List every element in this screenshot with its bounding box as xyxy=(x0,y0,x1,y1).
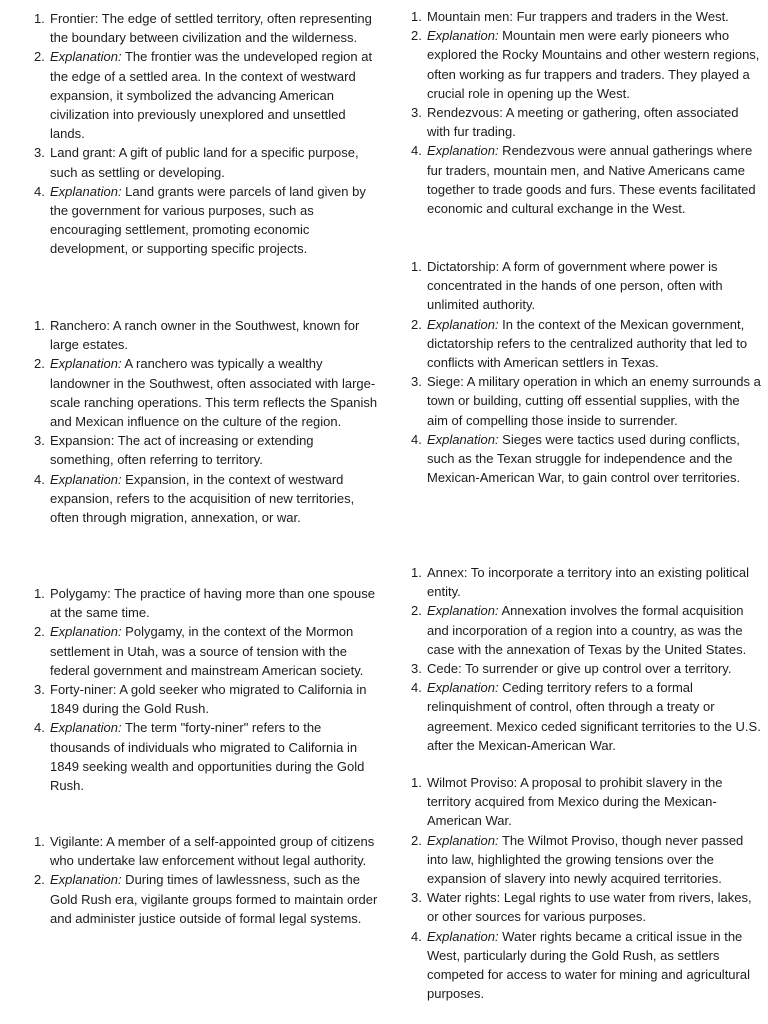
list-item: 2. Explanation: The Wilmot Proviso, though never passed into law, highlighted the growing tensions over the expansion of slavery into newly acquired territories. xyxy=(411,832,744,887)
list-item: 4. Explanation: Water rights became a critical issue in the West, particularly during the Gold Rush, as settlers competed for access to water for mining and agricultural purposes. xyxy=(411,928,750,1002)
list-item: 1. Ranchero: A ranch owner in the Southwest, known for large estates. xyxy=(34,318,360,353)
list-item: 4. Explanation: Rendezvous were annual gatherings where fur traders, mountain men, and Native Americans came together to trade goods and furs. These events facilitated economic and cultural exchange in the West. xyxy=(411,143,756,217)
list-block xyxy=(384,773,768,1003)
list-item: 3. Cede: To surrender or give up control over a territory. xyxy=(411,661,732,677)
list-item: 4. Explanation: The term "forty-niner" refers to the thousands of individuals who migrated to California in 1849 seeking wealth and opportunities during the Gold Rush. xyxy=(34,720,365,794)
list-item: 4. Explanation: Expansion, in the context of westward expansion, refers to the acquisition of new territories, often through migration, annexation, or war. xyxy=(34,471,355,526)
list-item: 4. Explanation: Sieges were tactics used during conflicts, such as the Texan struggle for independence and the Mexican-American War, to gain control over territories. xyxy=(411,431,741,486)
list-item: 3. Land grant: A gift of public land for a specific purpose, such as settling or developing. xyxy=(34,145,359,180)
list-item: 3. Rendezvous: A meeting or gathering, often associated with fur trading. xyxy=(411,105,739,140)
list-block xyxy=(384,7,768,218)
list-item: 4. Explanation: Land grants were parcels of land given by the government for various purposes, such as encouraging settlement, promoting economic development, or supporting specific projects. xyxy=(34,183,366,257)
list-block xyxy=(0,832,384,928)
list-item: 2. Explanation: Mountain men were early pioneers who explored the Rocky Mountains and other western regions, often working as fur trappers and traders. They played a crucial role in opening up the West. xyxy=(411,28,760,101)
list-block xyxy=(0,9,384,259)
list-block xyxy=(0,316,384,527)
list-item: 3. Forty-niner: A gold seeker who migrated to California in 1849 during the Gold Rush. xyxy=(34,682,367,717)
list-item: 1. Vigilante: A member of a self-appointed group of citizens who undertake law enforcement without legal authority. xyxy=(34,834,375,869)
list-item: 1. Annex: To incorporate a territory into an existing political entity. xyxy=(411,565,750,600)
list-item: 3. Siege: A military operation in which an enemy surrounds a town or building, cutting off essential supplies, with the aim of compelling those inside to surrender. xyxy=(411,374,761,428)
list-item: 3. Water rights: Legal rights to use water from rivers, lakes, or other sources for various purposes. xyxy=(411,890,752,925)
list-block xyxy=(0,584,384,795)
list-block xyxy=(384,257,768,487)
list-item: 1. Dictatorship: A form of government where power is concentrated in the hands of one person, often with unlimited authority. xyxy=(411,259,723,313)
list-item: 1. Wilmot Proviso: A proposal to prohibit slavery in the territory acquired from Mexico during the Mexican-American War. xyxy=(411,775,723,829)
list-item: 2. Explanation: In the context of the Mexican government, dictatorship refers to the centralized authority that led to conflicts with American settlers in Texas. xyxy=(411,316,748,371)
list-item: 2. Explanation: The frontier was the undeveloped region at the edge of a settled area. In the context of westward expansion, it symbolized the advancing American civilization into previously unexplored and unsettled lands. xyxy=(34,49,373,142)
list-item: 4. Explanation: Ceding territory refers to a formal relinquishment of control, often through a treaty or agreement. Mexico ceded significant territories to the U.S. after the Mexican-American War. xyxy=(411,680,761,753)
list-item: 2. Explanation: During times of lawlessness, such as the Gold Rush era, vigilante groups formed to maintain order and administer justice outside of formal legal systems. xyxy=(34,872,378,926)
list-item: 2. Explanation: A ranchero was typically a wealthy landowner in the Southwest, often associated with large-scale ranching operations. This term reflects the Spanish and Mexican influence on the culture of the region. xyxy=(34,356,378,430)
list-block xyxy=(384,563,768,755)
list-item: 3. Expansion: The act of increasing or extending something, often referring to territory. xyxy=(34,433,314,468)
list-item: 1. Frontier: The edge of settled territory, often representing the boundary between civilization and the wilderness. xyxy=(34,11,372,46)
list-item: 1. Polygamy: The practice of having more than one spouse at the same time. xyxy=(34,586,375,621)
list-item: 1. Mountain men: Fur trappers and traders in the West. xyxy=(411,9,729,24)
list-item: 2. Explanation: Polygamy, in the context of the Mormon settlement in Utah, was a source of tension with the federal government and mainstream American society. xyxy=(34,624,364,678)
list-item: 2. Explanation: Annexation involves the formal acquisition and incorporation of a region into a country, as was the case with the annexation of Texas by the United States. xyxy=(411,603,747,657)
